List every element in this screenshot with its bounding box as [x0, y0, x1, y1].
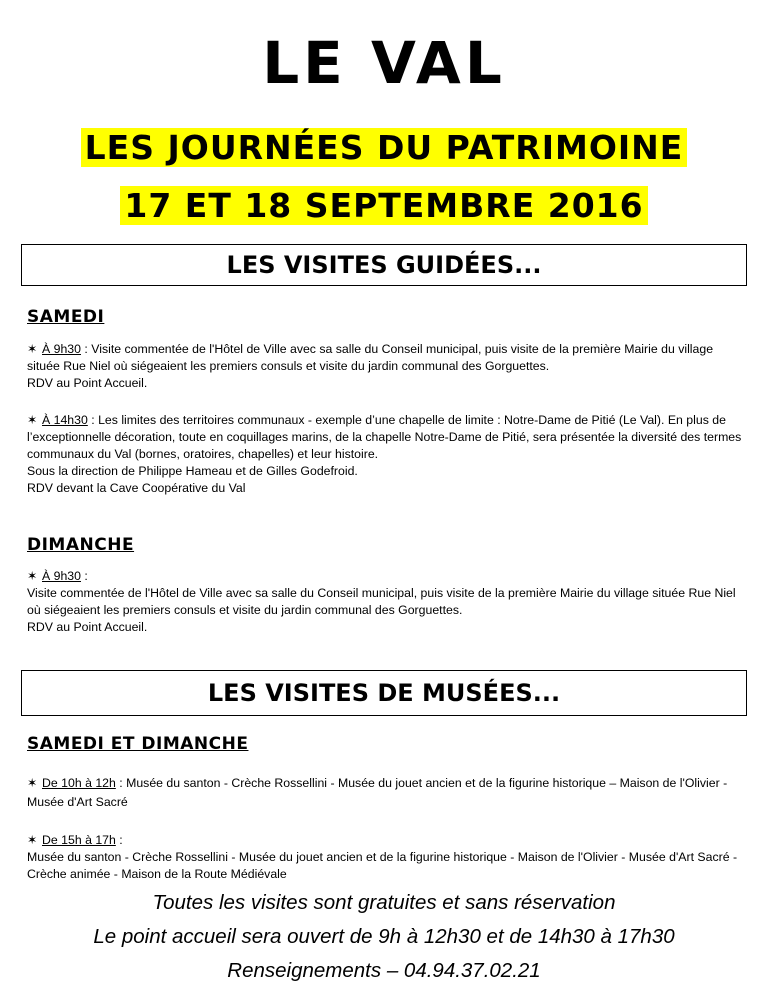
- samedi-visit-2: [27, 412, 742, 497]
- museum-visit-2: [27, 832, 742, 883]
- visit-time: De 10h à 12h: [42, 776, 116, 790]
- guided-visits-heading: LES VISITES GUIDÉES...: [21, 244, 747, 286]
- samedi-label: SAMEDI: [27, 307, 105, 327]
- dimanche-visit-1: [27, 568, 742, 636]
- visit-colon: :: [80, 569, 88, 583]
- visit-time: De 15h à 17h: [42, 833, 116, 847]
- visit-rdv: RDV devant la Cave Coopérative du Val: [27, 481, 246, 495]
- event-dates: 17 ET 18 SEPTEMBRE 2016: [120, 186, 647, 225]
- dimanche-label: DIMANCHE: [27, 535, 135, 555]
- samedi-visit-1: [27, 341, 742, 392]
- visit-direction: Sous la direction de Philippe Hameau et de Gilles Godefroid.: [27, 464, 358, 478]
- visit-time: À 9h30: [42, 342, 81, 356]
- visit-description: Musée du santon - Crèche Rossellini - Musée du jouet ancien et de la figurine historique - Maison de l'Olivier - Musée d'Art Sacré - Crèche animée - Maison de la Route Médiévale: [27, 850, 738, 881]
- visit-description: Visite commentée de l'Hôtel de Ville avec sa salle du Conseil municipal, puis visite de la première Mairie du village située Rue Niel où siégeaient les premiers consuls et visite du jardin communal des Gorguettes.: [27, 586, 736, 617]
- star-bullet-icon: ✶: [27, 833, 38, 847]
- museum-visit-1: [27, 774, 742, 812]
- event-title-line: [0, 126, 768, 170]
- page-title: LE VAL: [262, 29, 506, 97]
- visit-description: : Musée du santon - Crèche Rossellini - Musée du jouet ancien et de la figurine historique – Maison de l'Olivier - Musée d'Art Sacré: [27, 776, 728, 809]
- museum-visits-heading: LES VISITES DE MUSÉES...: [21, 670, 747, 716]
- event-dates-line: [0, 184, 768, 228]
- event-title: LES JOURNÉES DU PATRIMOINE: [81, 128, 688, 167]
- star-bullet-icon: ✶: [27, 569, 38, 583]
- visit-time: À 9h30: [42, 569, 81, 583]
- footer-free-visits: Toutes les visites sont gratuites et sans réservation: [152, 891, 616, 914]
- star-bullet-icon: ✶: [27, 342, 38, 356]
- footer-opening-hours: Le point accueil sera ouvert de 9h à 12h30 et de 14h30 à 17h30: [93, 925, 675, 948]
- visit-description: : Visite commentée de l'Hôtel de Ville avec sa salle du Conseil municipal, puis visite de la première Mairie du village située Rue Niel où siégeaient les premiers consuls et visite du jardin communal des Gorguettes.: [27, 342, 714, 373]
- visit-colon: :: [115, 833, 123, 847]
- samedi-dimanche-label: SAMEDI ET DIMANCHE: [27, 734, 249, 754]
- visit-rdv: RDV au Point Accueil.: [27, 376, 148, 390]
- footer-contact: Renseignements – 04.94.37.02.21: [227, 959, 541, 982]
- star-bullet-icon: ✶: [27, 413, 38, 427]
- star-bullet-icon: ✶: [27, 776, 38, 790]
- visit-rdv: RDV au Point Accueil.: [27, 620, 148, 634]
- visit-description: : Les limites des territoires communaux - exemple d’une chapelle de limite : Notre-Dame de Pitié (Le Val). En plus de l’exceptionnelle décoration, toute en coquillages marins, de la chapelle Notre-Dame de Pitié, sera présentée la diversité des termes communaux du Val (bornes, oratoires, chapelles) et leur histoire.: [27, 413, 742, 461]
- visit-time: À 14h30: [42, 413, 88, 427]
